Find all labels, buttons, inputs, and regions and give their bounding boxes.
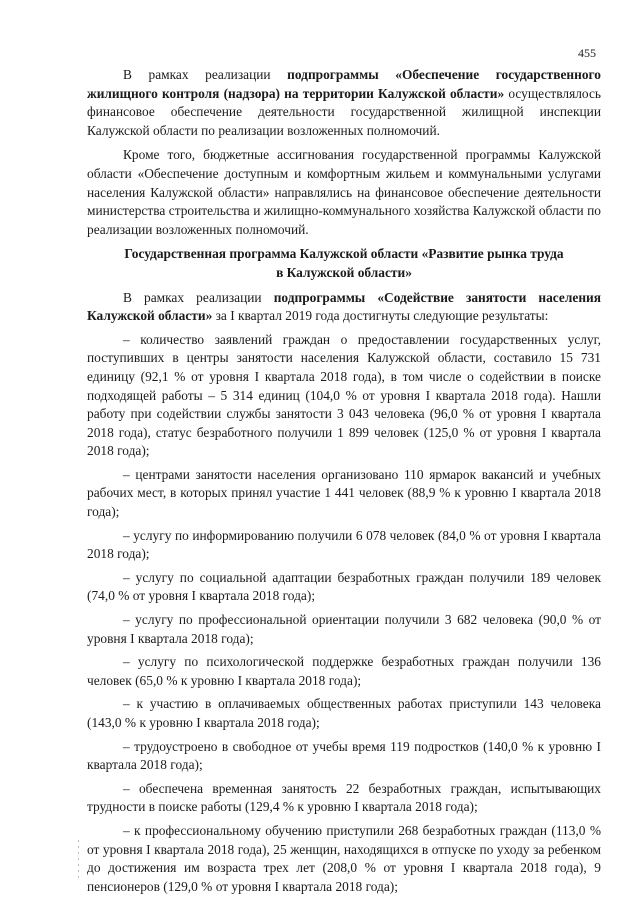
list-item: – трудоустроено в свободное от учебы время 119 подростков (140,0 % к уровню I квартала 2018 года); (87, 738, 601, 773)
paragraph-text: В рамках реализации (123, 289, 274, 305)
list-item: – обеспечена временная занятость 22 безработных граждан, испытывающих трудности в поиске работы (129,4 % к уровню I квартала 2018 года); (87, 780, 601, 815)
paragraph-budget: Кроме того, бюджетные ассигнования государственной программы Калужской области «Обеспечение доступным и комфортным жильем и коммунальными услугами населения Калужской области» направлялись на финансовое обеспечение деятельности министерства строительства и жилищно-коммунального хозяйства Калужской области по реализации возложенных полномочий. (87, 147, 601, 237)
list-item: – услугу по профессиональной ориентации получили 3 682 человека (90,0 % от уровня I квартала 2018 года); (87, 612, 601, 646)
section-heading (87, 245, 601, 282)
list-item: – услугу по информированию получили 6 078 человек (84,0 % от уровня I квартала 2018 года); (87, 527, 601, 562)
paragraph-housing-control (87, 66, 601, 140)
paragraph-text: В рамках реализации (123, 67, 288, 82)
document-body (87, 66, 601, 901)
list-item: – услугу по психологической поддержке безработных граждан получили 136 человек (65,0 % к уровню I квартала 2018 года); (87, 654, 601, 688)
paragraph-intro (87, 289, 601, 326)
page-number: 455 (578, 46, 596, 60)
subprogram-name: подпрограммы «Содействие занятости населения Калужской области» (87, 289, 601, 324)
list-item: – количество заявлений граждан о предоставлении государственных услуг, поступивших в центры занятости населения Калужской области, составило 15 731 единицу (92,1 % от уровня I квартала 2018 года), в том числе о содействии в поиске подходящей работы – 5 314 единиц (104,0 % от уровня I квартала 2018 года). Нашли работу при содействии службы занятости 3 043 человека (96,0 % от уровня I квартала 2018 года), статус безработного получили 1 899 человек (125,0 % от уровня I квартала 2018 года); (87, 331, 601, 459)
subprogram-name: подпрограммы «Обеспечение государственного жилищного контроля (надзора) на территории Калужской области» (87, 67, 601, 101)
heading-line-1: Государственная программа Калужской области «Развитие рынка труда (124, 246, 564, 262)
paragraph-text: осуществлялось финансовое обеспечение деятельности государственной жилищной инспекции Калужской области по реализации возложенных полномочий. (87, 85, 601, 138)
list-item: – центрами занятости населения организовано 110 ярмарок вакансий и учебных рабочих мест, в которых принял участие 1 441 человек (88,9 % к уровню I квартала 2018 года); (87, 466, 601, 520)
paragraph-text: за I квартал 2019 года достигнуты следующие результаты: (212, 308, 549, 324)
list-item: – к участию в оплачиваемых общественных работах приступили 143 человека (143,0 % к уровню I квартала 2018 года); (87, 696, 601, 730)
scan-edge-mark (78, 840, 79, 880)
list-item: – к профессиональному обучению приступили 268 безработных граждан (113,0 % от уровня I квартала 2018 года), 25 женщин, находящихся в отпуске по уходу за ребенком до достижения им возраста трех лет (208,0 % от уровня I квартала 2018 года), 9 пенсионеров (129,0 % от уровня I квартала 2018 года); (87, 822, 601, 894)
heading-line-2: в Калужской области» (276, 264, 412, 280)
list-item: – услугу по социальной адаптации безработных граждан получили 189 человек (74,0 % от уровня I квартала 2018 года); (87, 569, 601, 604)
